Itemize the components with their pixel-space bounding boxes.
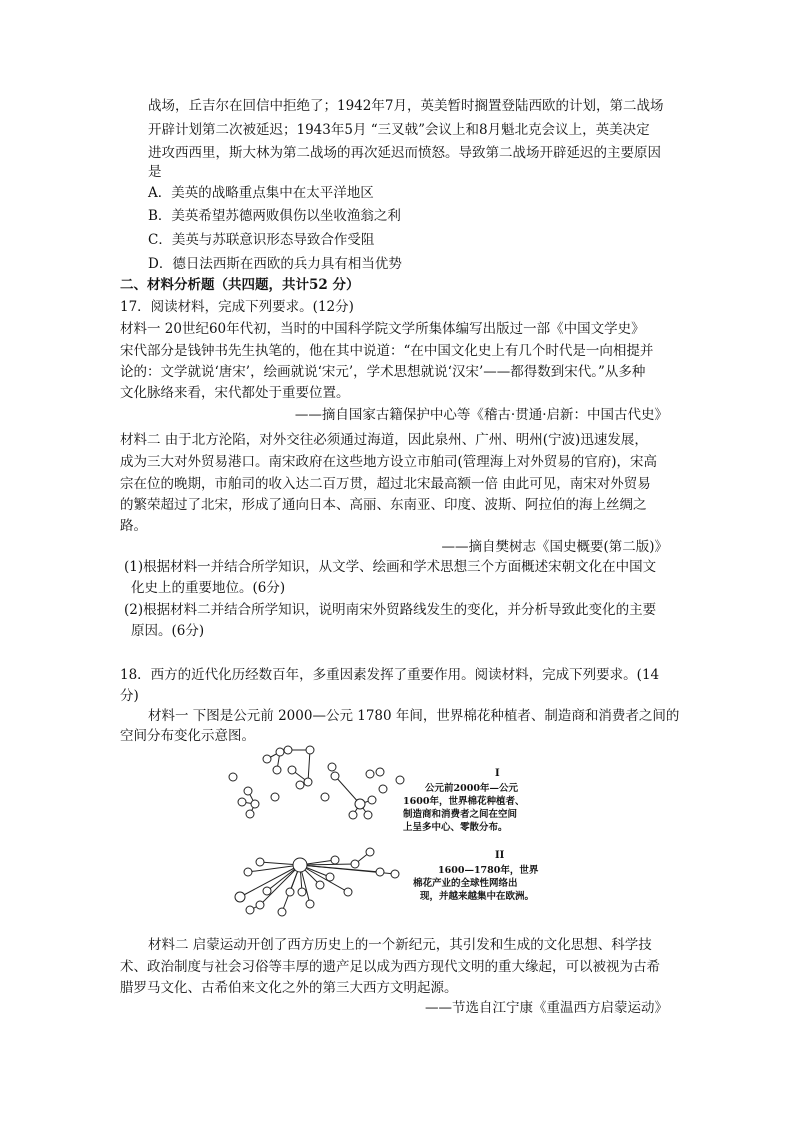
cotton-network-diagram: [220, 742, 590, 917]
diagram-caption-2-line: 1600—1780年，世界: [438, 865, 539, 876]
diagram-part-1-dispersed-nodes: [229, 746, 404, 819]
q16-text-line: 战场，丘吉尔在回信中拒绝了；1942年7月，英美暂时搁置登陆西欧的计划，第二战场: [148, 98, 664, 114]
q17-subquestion-2-cont: 原因。(6分): [131, 623, 205, 639]
q18-material-2-line: 材料二 启蒙运动开创了西方历史上的一个新纪元，其引发和生成的文化思想、科学技: [148, 937, 652, 953]
q17-material-2-line: 材料二 由于北方沦陷，对外交往必须通过海道，因此泉州、广州、明州(宁波)迅速发展，: [120, 432, 648, 448]
q17-material-1-line: 宋代部分是钱钟书先生执笔的，他在其中说道：“在中国文化史上有几个时代是一向相提并: [120, 343, 654, 359]
q17-material-2-line: 路。: [120, 518, 147, 534]
diagram-caption-2-line: 现，并越来越集中在欧洲。: [420, 891, 535, 902]
diagram-caption-1-line: 上呈多中心、零散分布。: [403, 822, 508, 833]
q17-material-1-line: 文化脉络来看，宋代都处于重要位置。: [120, 385, 350, 401]
section-2-title: 二、材料分析题（共四题，共计52 分）: [120, 277, 360, 293]
q18-stem: 18．西方的近代化历经数百年，多重因素发挥了重要作用。阅读材料，完成下列要求。(14: [120, 667, 660, 683]
q16-option-d: D．德日法西斯在西欧的兵力具有相当优势: [148, 256, 402, 272]
q18-material-1-line: 空间分布变化示意图。: [120, 728, 255, 744]
diagram-label-1: I: [495, 768, 500, 779]
diagram-part-2-global-network: [235, 848, 399, 916]
diagram-caption-1-line: 1600年，世界棉花种植者、: [403, 796, 525, 807]
diagram-caption-1-line: 公元前2000年—公元: [425, 783, 518, 794]
q18-material-2-line: 术、政治制度与社会习俗等丰厚的遗产足以成为西方现代文明的重大缘起，可以被视为古希: [120, 959, 660, 975]
q17-material-1-line: 论的：文学就说‘唐宋’，绘画就说‘宋元’，学术思想就说‘汉宋’——都得数到宋代。”从多种: [120, 364, 646, 380]
q18-stem-cont: 分): [120, 688, 139, 704]
q16-option-b: B．美英希望苏德两败俱伤以坐收渔翁之利: [148, 208, 401, 224]
q18-material-2-source: ——节选自江宁康《重温西方启蒙运动》: [425, 1000, 668, 1016]
diagram-caption-1-line: 制造商和消费者之间在空间: [403, 809, 518, 820]
q17-subquestion-1-cont: 化史上的重要地位。(6分): [131, 580, 286, 596]
q17-stem: 17．阅读材料，完成下列要求。(12分): [120, 299, 354, 315]
q16-text-line: 进攻西西里，斯大林为第二战场的再次延迟而愤怒。导致第二战场开辟延迟的主要原因: [148, 145, 661, 161]
q16-text-line: 开辟计划第二次被延迟；1943年5月 “三叉戟”会议上和8月魁北克会议上，英美决定: [148, 122, 650, 138]
q17-material-2-line: 的繁荣超过了北宋，形成了通向日本、高丽、东南亚、印度、波斯、阿拉伯的海上丝绸之: [120, 497, 647, 513]
diagram-caption-2-line: 棉花产业的全球性网络出: [413, 878, 518, 889]
q17-subquestion-1: (1)根据材料一并结合所学知识，从文学、绘画和学术思想三个方面概述宋朝文化在中国文: [124, 559, 657, 575]
q17-material-2-line: 成为三大对外贸易港口。南宋政府在这些地方设立市舶司(管理海上对外贸易的官府)，宋高: [120, 454, 658, 470]
q18-material-2-line: 腊罗马文化、古希伯来文化之外的第三大西方文明起源。: [120, 980, 458, 996]
q17-material-2-source: ——摘自樊树志《国史概要(第二版)》: [441, 539, 668, 555]
q17-material-1-line: 材料一 20世纪60年代初，当时的中国科学院文学所集体编写出版过一部《中国文学史》: [120, 321, 645, 337]
q16-option-c: C．美英与苏联意识形态导致合作受阻: [148, 232, 375, 248]
q17-material-2-line: 宗在位的晚期，市舶司的收入达二百万贯，超过北宋最高额一倍 由此可见，南宋对外贸易: [120, 476, 651, 492]
q18-material-1-line: 材料一 下图是公元前 2000—公元 1780 年间，世界棉花种植者、制造商和消费者之间的: [148, 708, 680, 724]
diagram-label-2: II: [495, 850, 505, 861]
q17-subquestion-2: (2)根据材料二并结合所学知识，说明南宋外贸路线发生的变化，并分析导致此变化的主要: [124, 602, 657, 618]
q17-material-1-source: ——摘自国家古籍保护中心等《稽古·贯通·启新：中国古代史》: [294, 407, 668, 423]
q16-option-a: A．美英的战略重点集中在太平洋地区: [148, 185, 374, 201]
q16-text-line: 是: [148, 164, 162, 180]
